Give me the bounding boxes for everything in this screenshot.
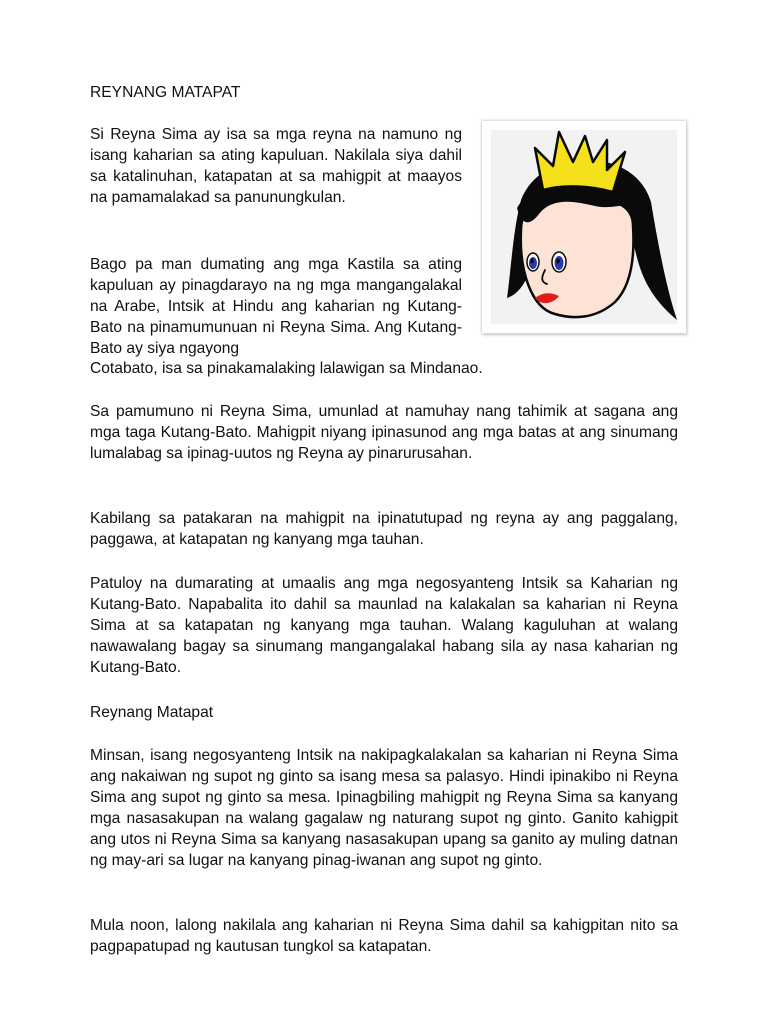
paragraph-4: Kabilang sa patakaran na mahigpit na ipinatutupad ng reyna ay ang paggalang, paggawa, at katapatan ng kanyang mga tauhan. [90, 510, 678, 548]
paragraph-2-continued: Cotabato, isa sa pinakamalaking lalawigan sa Mindanao. [90, 360, 483, 377]
paragraph-6: Minsan, isang negosyanteng Intsik na nakipagkalakalan sa kaharian ni Reyna Sima ang nakaiwan ng supot ng ginto sa isang mesa sa palasyo. Hindi ipinakibo ni Reyna Sima ang supot ng ginto sa mesa. Ipinagbiling mahigpit ng Reyna Sima sa kanyang mga nasasakupan na walang gagalaw ng naturang supot ng ginto. Ganito kahigpit ang utos ni Reyna Sima sa kanyang nasasakupan upang sa ganito ay muling datnan ng may-ari sa lugar na kanyang pinag-iwanan ang supot ng ginto. [90, 747, 678, 869]
paragraph-3: Sa pamumuno ni Reyna Sima, umunlad at namuhay nang tahimik at sagana ang mga taga Kutang-Bato. Mahigpit niyang ipinasunod ang mga batas at ang sinumang lumalabag sa ipinag-uutos ng Reyna ay pinarurusahan. [90, 403, 678, 462]
subheading: Reynang Matapat [90, 704, 214, 721]
left-iris [529, 257, 537, 269]
queen-illustration [491, 130, 677, 324]
paragraph-5: Patuloy na dumarating at umaalis ang mga negosyanteng Intsik sa Kaharian ng Kutang-Bato. Napabalita ito dahil sa maunlad na kalakalan sa kaharian ni Reyna Sima at sa katapatan ng kanyang mga tauhan. Walang kaguluhan at walang nawawalang bagay sa sinumang mangangalakal habang sila ay nasa kaharian ng Kutang-Bato. [90, 575, 678, 676]
paragraph-1: Si Reyna Sima ay isa sa mga reyna na namuno ng isang kaharian sa ating kapuluan. Nakilala siya dahil sa katalinuhan, katapatan at sa mahigpit at maayos na pamamalakad sa panunungkulan. [90, 126, 462, 206]
queen-illustration-frame [482, 121, 686, 333]
document-title: REYNANG MATAPAT [90, 84, 241, 101]
paragraph-2-wrapped: Bago pa man dumating ang mga Kastila sa ating kapuluan ay pinagdarayo na ng mga mangangalakal na Arabe, Intsik at Hindu ang kaharian ng Kutang-Bato na pinamumunuan ni Reyna Sima. Ang Kutang-Bato ay siya ngayong [90, 256, 462, 357]
paragraph-7: Mula noon, lalong nakilala ang kaharian ni Reyna Sima dahil sa kahigpitan nito sa pagpapatupad ng kautusan tungkol sa katapatan. [90, 917, 678, 955]
